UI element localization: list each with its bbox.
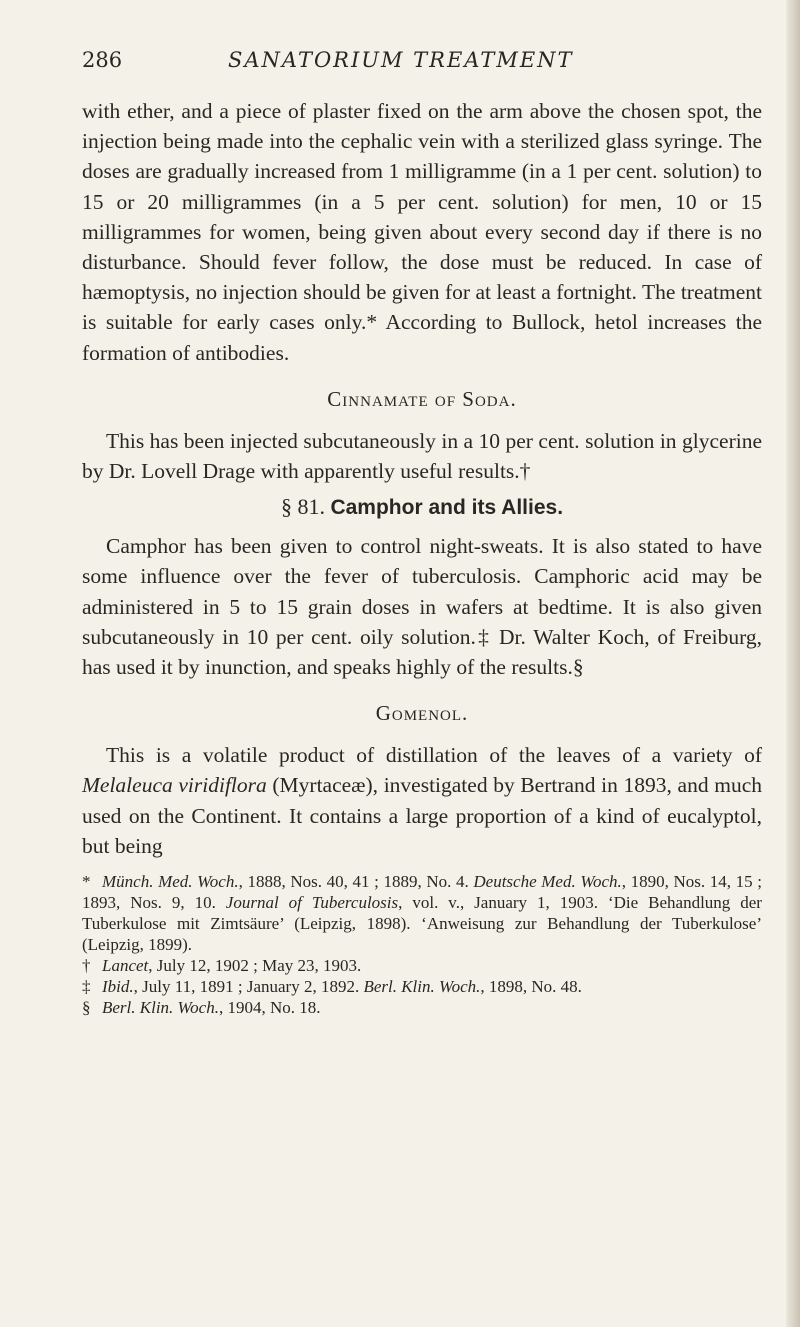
subheading-gomenol: Gomenol.: [375, 701, 469, 726]
journal-title: Lancet: [102, 956, 149, 976]
journal-title: Berl. Klin. Woch.: [102, 998, 219, 1018]
page-header: [82, 48, 762, 80]
running-head: SANATORIUM TREATMENT: [228, 48, 574, 72]
paragraph-hetol-injection: with ether, and a piece of plaster fixed on the arm above the chosen spot, the injection being made into the cephalic vein with a sterilized glass syringe. The doses are gradually increased from 1 milligramme (in a 1 per cent. solution) to 15 or 20 milligrammes (in a 5 per cent. solution) for men, 10 or 15 milligrammes for women, being given about every second day if there is no disturbance. Should fever follow, the dose must be reduced. In case of hæmoptysis, no injection should be given for at least a fortnight. The treatment is suitable for early cases only.* According to Bullock, hetol increases the formation of antibodies.: [82, 99, 762, 365]
footnote-asterisk: [82, 871, 762, 955]
journal-title: Deutsche Med. Woch.: [473, 872, 622, 892]
subheading-cinnamate-of-soda: Cinnamate of Soda.: [327, 386, 517, 411]
footnote-text: , vol. v., January 1, 1903. ‘Die Behandlung der Tuberkulose mit Zimtsäure’ (Leipzig, 1898). ‘Anweisung zur Behandlung der Tuberkulose’ (Leipzig, 1899).: [82, 893, 762, 955]
page-number: 286: [82, 48, 123, 72]
footnote-mark: §: [82, 998, 91, 1018]
footnote-dagger: [82, 955, 762, 976]
gomenol-text-a: This is a volatile product of distillation of the leaves of a variety of: [106, 743, 762, 768]
journal-title: Münch. Med. Woch.: [102, 872, 239, 892]
page-edge-shadow: [786, 0, 800, 1327]
footnote-mark: ‡: [82, 977, 91, 997]
paragraph-camphor: Camphor has been given to control night-sweats. It is also stated to have some influence over the fever of tuberculosis. Camphoric acid may be administered in 5 to 15 grain doses in wafers at bedtime. It is also given subcutaneously in 10 per cent. oily solution.‡ Dr. Walter Koch, of Freiburg, has used it by inunction, and speaks highly of the results.§: [82, 534, 762, 680]
journal-title: Ibid.: [102, 977, 134, 997]
footnote-text: , July 11, 1891 ; January 2, 1892.: [133, 977, 364, 997]
section-heading-81: [82, 492, 762, 523]
paragraph-gomenol: [82, 740, 762, 861]
footnotes: [82, 871, 762, 1018]
footnote-text: , 1888, Nos. 40, 41 ; 1889, No. 4.: [238, 872, 474, 892]
section-title: Camphor and its Allies.: [330, 496, 564, 520]
footnote-text: , 1904, No. 18.: [218, 998, 321, 1018]
book-page: [82, 48, 762, 1018]
paragraph-cinnamate: This has been injected subcutaneously in a 10 per cent. solution in glycerine by Dr. Lovell Drage with apparently useful results.†: [82, 428, 762, 484]
footnote-text: , July 12, 1902 ; May 23, 1903.: [148, 956, 362, 976]
footnote-text: , 1890, Nos. 14, 15 ; 1893, Nos. 9, 10.: [82, 872, 763, 913]
footnote-mark: †: [82, 956, 91, 976]
footnote-double-dagger: [82, 976, 762, 997]
gomenol-text-b: (Myrtaceæ), investigated by Bertrand in 1893, and much used on the Continent. It contains a large proportion of a kind of eucalyptol, but being: [82, 773, 762, 858]
footnote-text: , 1898, No. 48.: [480, 977, 582, 997]
journal-title: Journal of Tuberculosis: [225, 893, 399, 913]
section-number: § 81.: [280, 494, 325, 520]
footnote-mark: *: [82, 872, 91, 892]
footnote-section: [82, 997, 762, 1018]
journal-title: Berl. Klin. Woch.: [363, 977, 481, 997]
species-name: Melaleuca viridiflora: [82, 773, 267, 798]
